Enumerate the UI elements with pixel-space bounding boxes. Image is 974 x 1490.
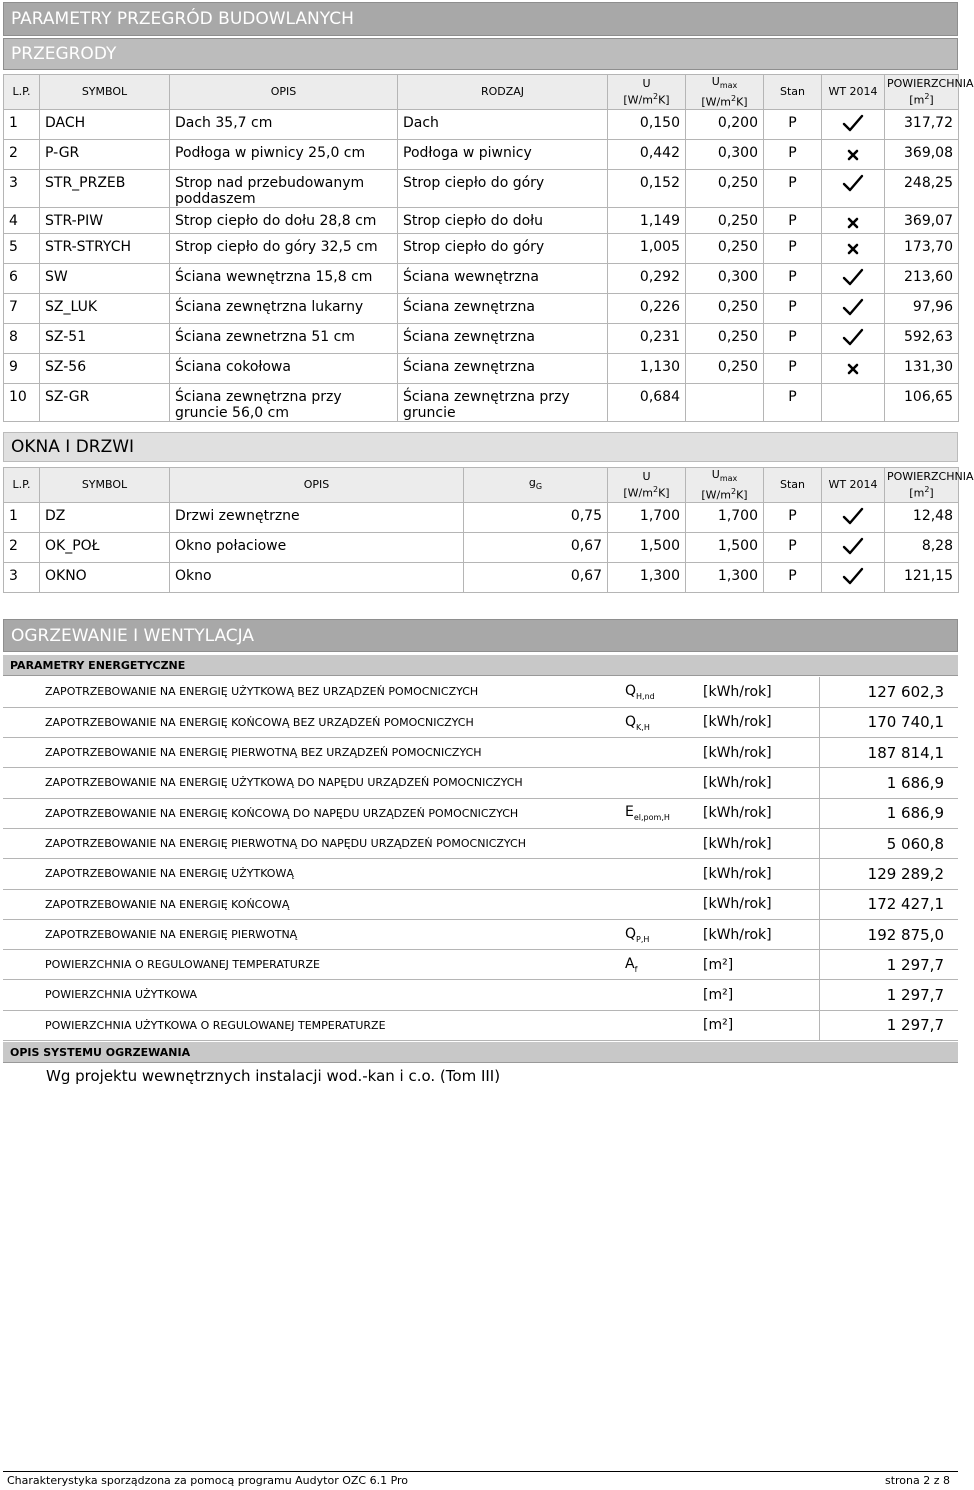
row-lp: 3 bbox=[4, 169, 40, 207]
table-row bbox=[4, 293, 959, 323]
row-rodzaj: Ściana zewnętrzna przy gruncie bbox=[398, 383, 608, 421]
row-rodzaj: Ściana zewnętrzna bbox=[398, 293, 608, 323]
row-opis: Ściana zewnętrzna przy gruncie 56,0 cm bbox=[170, 383, 398, 421]
row-symbol: SW bbox=[40, 263, 170, 293]
row-umax: 0,250 bbox=[686, 169, 764, 207]
row-rodzaj: Strop ciepło do góry bbox=[398, 169, 608, 207]
energy-row bbox=[3, 738, 958, 768]
cross-icon bbox=[822, 353, 885, 383]
row-symbol: SZ_LUK bbox=[40, 293, 170, 323]
section-heating-bar bbox=[3, 619, 958, 652]
energy-value: 172 427,1 bbox=[819, 889, 958, 919]
header-u: U $[W/m^2K]$ bbox=[608, 75, 686, 110]
header-umax: $U_{max}$ $[W/m^2K]$ bbox=[686, 468, 764, 503]
row-u: 1,500 bbox=[608, 532, 686, 562]
footer-program-note: Charakterystyka sporządzona za pomocą programu Audytor OZC 6.1 Pro bbox=[7, 1474, 409, 1487]
table-row bbox=[4, 383, 959, 421]
energy-value: 1 686,9 bbox=[819, 768, 958, 798]
header-lp: L.P. bbox=[4, 75, 40, 110]
header-symbol: SYMBOL bbox=[40, 75, 170, 110]
row-area: 106,65 bbox=[885, 383, 959, 421]
row-symbol: DZ bbox=[40, 502, 170, 532]
energy-symbol bbox=[625, 889, 703, 919]
row-opis: Ściana wewnętrzna 15,8 cm bbox=[170, 263, 398, 293]
row-u: 1,130 bbox=[608, 353, 686, 383]
row-stan: P bbox=[764, 383, 822, 421]
row-u: 0,292 bbox=[608, 263, 686, 293]
row-opis: Strop ciepło do dołu 28,8 cm bbox=[170, 207, 398, 233]
energy-value: 1 686,9 bbox=[819, 798, 958, 828]
row-opis: Strop nad przebudowanym poddaszem bbox=[170, 169, 398, 207]
row-area: 592,63 bbox=[885, 323, 959, 353]
row-lp: 10 bbox=[4, 383, 40, 421]
row-lp: 1 bbox=[4, 109, 40, 139]
energy-label: POWIERZCHNIA O REGULOWANEJ TEMPERATURZE bbox=[3, 950, 625, 980]
header-symbol: SYMBOL bbox=[40, 468, 170, 503]
heating-system-bar bbox=[3, 1042, 958, 1063]
row-area: 248,25 bbox=[885, 169, 959, 207]
page-title-bar bbox=[3, 2, 958, 36]
section-heating-title: OGRZEWANIE I WENTYLACJA bbox=[11, 625, 254, 646]
check-icon bbox=[822, 562, 885, 592]
header-opis: OPIS bbox=[170, 75, 398, 110]
row-lp: 2 bbox=[4, 532, 40, 562]
row-rodzaj: Ściana zewnętrzna bbox=[398, 353, 608, 383]
row-umax: 0,200 bbox=[686, 109, 764, 139]
row-opis: Ściana zewnetrzna 51 cm bbox=[170, 323, 398, 353]
energy-symbol bbox=[625, 859, 703, 889]
row-umax: 0,300 bbox=[686, 263, 764, 293]
row-area: 131,30 bbox=[885, 353, 959, 383]
row-umax: 1,500 bbox=[686, 532, 764, 562]
energy-symbol bbox=[625, 828, 703, 858]
energy-params-bar bbox=[3, 655, 958, 676]
partitions-header-row bbox=[4, 75, 959, 110]
row-gg: 0,67 bbox=[464, 562, 608, 592]
row-stan: P bbox=[764, 169, 822, 207]
energy-symbol bbox=[625, 1010, 703, 1040]
energy-label: ZAPOTRZEBOWANIE NA ENERGIĘ UŻYTKOWĄ BEZ URZĄDZEŃ POMOCNICZYCH bbox=[3, 677, 625, 707]
row-lp: 4 bbox=[4, 207, 40, 233]
row-u: 0,442 bbox=[608, 139, 686, 169]
row-opis: Okno bbox=[170, 562, 464, 592]
row-stan: P bbox=[764, 293, 822, 323]
heating-system-description: Wg projektu wewnętrznych instalacji wod.-kan i c.o. (Tom III) bbox=[46, 1067, 501, 1085]
row-symbol: OK_POŁ bbox=[40, 532, 170, 562]
row-opis: Podłoga w piwnicy 25,0 cm bbox=[170, 139, 398, 169]
energy-unit: [kWh/rok] bbox=[703, 677, 819, 707]
energy-unit: [m²] bbox=[703, 950, 819, 980]
row-symbol: P-GR bbox=[40, 139, 170, 169]
energy-unit: [kWh/rok] bbox=[703, 798, 819, 828]
row-u: 1,300 bbox=[608, 562, 686, 592]
row-u: 0,150 bbox=[608, 109, 686, 139]
windows-body bbox=[4, 502, 959, 592]
row-stan: P bbox=[764, 502, 822, 532]
header-area: POWIERZCHNIA $[m^2]$ bbox=[885, 468, 959, 503]
section-partitions-title: PRZEGRODY bbox=[11, 44, 117, 64]
row-rodzaj: Strop ciepło do góry bbox=[398, 233, 608, 263]
section-windows-title: OKNA I DRZWI bbox=[11, 437, 135, 457]
row-symbol: DACH bbox=[40, 109, 170, 139]
energy-row bbox=[3, 707, 958, 737]
energy-row bbox=[3, 1010, 958, 1040]
energy-value: 127 602,3 bbox=[819, 677, 958, 707]
table-row bbox=[4, 169, 959, 207]
check-icon bbox=[822, 502, 885, 532]
energy-value: 1 297,7 bbox=[819, 980, 958, 1010]
row-lp: 2 bbox=[4, 139, 40, 169]
section-windows-bar bbox=[3, 432, 958, 462]
row-rodzaj: Podłoga w piwnicy bbox=[398, 139, 608, 169]
windows-header-row bbox=[4, 468, 959, 503]
row-area: 369,08 bbox=[885, 139, 959, 169]
cross-icon bbox=[822, 207, 885, 233]
row-stan: P bbox=[764, 139, 822, 169]
row-umax: 0,250 bbox=[686, 207, 764, 233]
energy-body bbox=[3, 677, 958, 1041]
row-u: 0,684 bbox=[608, 383, 686, 421]
energy-label: POWIERZCHNIA UŻYTKOWA bbox=[3, 980, 625, 1010]
energy-symbol: $E_{el,pom,H}$ bbox=[625, 798, 703, 828]
row-umax: 0,250 bbox=[686, 353, 764, 383]
row-opis: Drzwi zewnętrzne bbox=[170, 502, 464, 532]
energy-value: 170 740,1 bbox=[819, 707, 958, 737]
row-rodzaj: Dach bbox=[398, 109, 608, 139]
energy-value: 1 297,7 bbox=[819, 1010, 958, 1040]
header-stan: Stan bbox=[764, 468, 822, 503]
energy-label: ZAPOTRZEBOWANIE NA ENERGIĘ PIERWOTNĄ DO NAPĘDU URZĄDZEŃ POMOCNICZYCH bbox=[3, 828, 625, 858]
energy-unit: [kWh/rok] bbox=[703, 859, 819, 889]
energy-unit: [m²] bbox=[703, 1010, 819, 1040]
energy-value: 5 060,8 bbox=[819, 828, 958, 858]
energy-unit: [kWh/rok] bbox=[703, 828, 819, 858]
row-stan: P bbox=[764, 532, 822, 562]
row-lp: 6 bbox=[4, 263, 40, 293]
check-icon bbox=[822, 532, 885, 562]
header-lp: L.P. bbox=[4, 468, 40, 503]
row-area: 317,72 bbox=[885, 109, 959, 139]
table-row bbox=[4, 502, 959, 532]
row-umax: 1,300 bbox=[686, 562, 764, 592]
check-icon bbox=[822, 109, 885, 139]
energy-unit: [kWh/rok] bbox=[703, 768, 819, 798]
energy-unit: [kWh/rok] bbox=[703, 889, 819, 919]
row-opis: Strop ciepło do góry 32,5 cm bbox=[170, 233, 398, 263]
wt-empty bbox=[822, 383, 885, 421]
page-title: PARAMETRY PRZEGRÓD BUDOWLANYCH bbox=[11, 9, 354, 29]
energy-symbol bbox=[625, 738, 703, 768]
row-umax: 0,250 bbox=[686, 293, 764, 323]
table-row bbox=[4, 207, 959, 233]
row-area: 121,15 bbox=[885, 562, 959, 592]
energy-label: ZAPOTRZEBOWANIE NA ENERGIĘ UŻYTKOWĄ bbox=[3, 859, 625, 889]
row-rodzaj: Strop ciepło do dołu bbox=[398, 207, 608, 233]
cross-icon bbox=[822, 139, 885, 169]
row-symbol: STR-STRYCH bbox=[40, 233, 170, 263]
row-symbol: SZ-56 bbox=[40, 353, 170, 383]
partitions-table bbox=[3, 74, 974, 422]
row-lp: 5 bbox=[4, 233, 40, 263]
energy-symbol: $A_f$ bbox=[625, 950, 703, 980]
row-stan: P bbox=[764, 109, 822, 139]
footer-page-number: strona 2 z 8 bbox=[884, 1474, 950, 1487]
energy-unit: [kWh/rok] bbox=[703, 919, 819, 949]
energy-symbol bbox=[625, 980, 703, 1010]
check-icon bbox=[822, 169, 885, 207]
header-area: POWIERZCHNIA $[m^2]$ bbox=[885, 75, 959, 110]
energy-label: ZAPOTRZEBOWANIE NA ENERGIĘ KOŃCOWĄ BEZ URZĄDZEŃ POMOCNICZYCH bbox=[3, 707, 625, 737]
header-umax: $U_{max}$ $[W/m^2K]$ bbox=[686, 75, 764, 110]
header-opis: OPIS bbox=[170, 468, 464, 503]
table-row bbox=[4, 139, 959, 169]
energy-row bbox=[3, 889, 958, 919]
energy-label: ZAPOTRZEBOWANIE NA ENERGIĘ PIERWOTNĄ bbox=[3, 919, 625, 949]
row-umax: 0,300 bbox=[686, 139, 764, 169]
energy-label: ZAPOTRZEBOWANIE NA ENERGIĘ PIERWOTNĄ BEZ URZĄDZEŃ POMOCNICZYCH bbox=[3, 738, 625, 768]
row-area: 213,60 bbox=[885, 263, 959, 293]
energy-row bbox=[3, 768, 958, 798]
row-area: 8,28 bbox=[885, 532, 959, 562]
energy-row bbox=[3, 828, 958, 858]
row-u: 1,005 bbox=[608, 233, 686, 263]
energy-row bbox=[3, 919, 958, 949]
table-row bbox=[4, 233, 959, 263]
row-area: 97,96 bbox=[885, 293, 959, 323]
row-stan: P bbox=[764, 207, 822, 233]
row-stan: P bbox=[764, 323, 822, 353]
row-lp: 1 bbox=[4, 502, 40, 532]
energy-label: ZAPOTRZEBOWANIE NA ENERGIĘ KOŃCOWĄ bbox=[3, 889, 625, 919]
energy-unit: [m²] bbox=[703, 980, 819, 1010]
table-row bbox=[4, 532, 959, 562]
row-u: 1,700 bbox=[608, 502, 686, 532]
energy-table bbox=[3, 677, 958, 1041]
energy-row bbox=[3, 798, 958, 828]
energy-symbol: $Q_{P,H}$ bbox=[625, 919, 703, 949]
header-gg: $g_G$ bbox=[464, 468, 608, 503]
row-opis: Okno połaciowe bbox=[170, 532, 464, 562]
energy-unit: [kWh/rok] bbox=[703, 738, 819, 768]
energy-label: POWIERZCHNIA UŻYTKOWA O REGULOWANEJ TEMPERATURZE bbox=[3, 1010, 625, 1040]
header-rodzaj: RODZAJ bbox=[398, 75, 608, 110]
row-area: 369,07 bbox=[885, 207, 959, 233]
energy-unit: [kWh/rok] bbox=[703, 707, 819, 737]
row-lp: 3 bbox=[4, 562, 40, 592]
check-icon bbox=[822, 323, 885, 353]
row-symbol: SZ-51 bbox=[40, 323, 170, 353]
header-wt: WT 2014 bbox=[822, 468, 885, 503]
row-umax bbox=[686, 383, 764, 421]
row-umax: 0,250 bbox=[686, 233, 764, 263]
energy-value: 192 875,0 bbox=[819, 919, 958, 949]
energy-value: 1 297,7 bbox=[819, 950, 958, 980]
energy-row bbox=[3, 980, 958, 1010]
row-stan: P bbox=[764, 353, 822, 383]
energy-label: ZAPOTRZEBOWANIE NA ENERGIĘ UŻYTKOWĄ DO NAPĘDU URZĄDZEŃ POMOCNICZYCH bbox=[3, 768, 625, 798]
row-u: 0,231 bbox=[608, 323, 686, 353]
table-row bbox=[4, 323, 959, 353]
energy-row bbox=[3, 677, 958, 707]
table-row bbox=[4, 562, 959, 592]
row-u: 0,152 bbox=[608, 169, 686, 207]
row-lp: 7 bbox=[4, 293, 40, 323]
row-opis: Dach 35,7 cm bbox=[170, 109, 398, 139]
partitions-body bbox=[4, 109, 959, 421]
energy-symbol bbox=[625, 768, 703, 798]
row-symbol: STR-PIW bbox=[40, 207, 170, 233]
row-opis: Ściana zewnętrzna lukarny bbox=[170, 293, 398, 323]
windows-table bbox=[3, 467, 974, 593]
row-stan: P bbox=[764, 233, 822, 263]
energy-symbol: $Q_{K,H}$ bbox=[625, 707, 703, 737]
table-row bbox=[4, 109, 959, 139]
row-gg: 0,67 bbox=[464, 532, 608, 562]
row-rodzaj: Ściana zewnętrzna bbox=[398, 323, 608, 353]
row-symbol: STR_PRZEB bbox=[40, 169, 170, 207]
table-row bbox=[4, 353, 959, 383]
row-gg: 0,75 bbox=[464, 502, 608, 532]
row-rodzaj: Ściana wewnętrzna bbox=[398, 263, 608, 293]
check-icon bbox=[822, 293, 885, 323]
row-symbol: OKNO bbox=[40, 562, 170, 592]
energy-symbol: $Q_{H,nd}$ bbox=[625, 677, 703, 707]
energy-value: 129 289,2 bbox=[819, 859, 958, 889]
heating-system-title: OPIS SYSTEMU OGRZEWANIA bbox=[10, 1045, 191, 1059]
row-area: 12,48 bbox=[885, 502, 959, 532]
row-stan: P bbox=[764, 263, 822, 293]
energy-label: ZAPOTRZEBOWANIE NA ENERGIĘ KOŃCOWĄ DO NAPĘDU URZĄDZEŃ POMOCNICZYCH bbox=[3, 798, 625, 828]
row-u: 1,149 bbox=[608, 207, 686, 233]
cross-icon bbox=[822, 233, 885, 263]
row-u: 0,226 bbox=[608, 293, 686, 323]
table-row bbox=[4, 263, 959, 293]
energy-value: 187 814,1 bbox=[819, 738, 958, 768]
header-wt: WT 2014 bbox=[822, 75, 885, 110]
row-symbol: SZ-GR bbox=[40, 383, 170, 421]
check-icon bbox=[822, 263, 885, 293]
energy-row bbox=[3, 950, 958, 980]
row-umax: 0,250 bbox=[686, 323, 764, 353]
row-stan: P bbox=[764, 562, 822, 592]
row-lp: 9 bbox=[4, 353, 40, 383]
header-stan: Stan bbox=[764, 75, 822, 110]
footer-divider bbox=[3, 1471, 958, 1472]
row-lp: 8 bbox=[4, 323, 40, 353]
row-opis: Ściana cokołowa bbox=[170, 353, 398, 383]
section-partitions-bar bbox=[3, 38, 958, 70]
row-umax: 1,700 bbox=[686, 502, 764, 532]
row-area: 173,70 bbox=[885, 233, 959, 263]
header-u: U $[W/m^2K]$ bbox=[608, 468, 686, 503]
energy-params-title: PARAMETRY ENERGETYCZNE bbox=[10, 658, 186, 672]
energy-row bbox=[3, 859, 958, 889]
